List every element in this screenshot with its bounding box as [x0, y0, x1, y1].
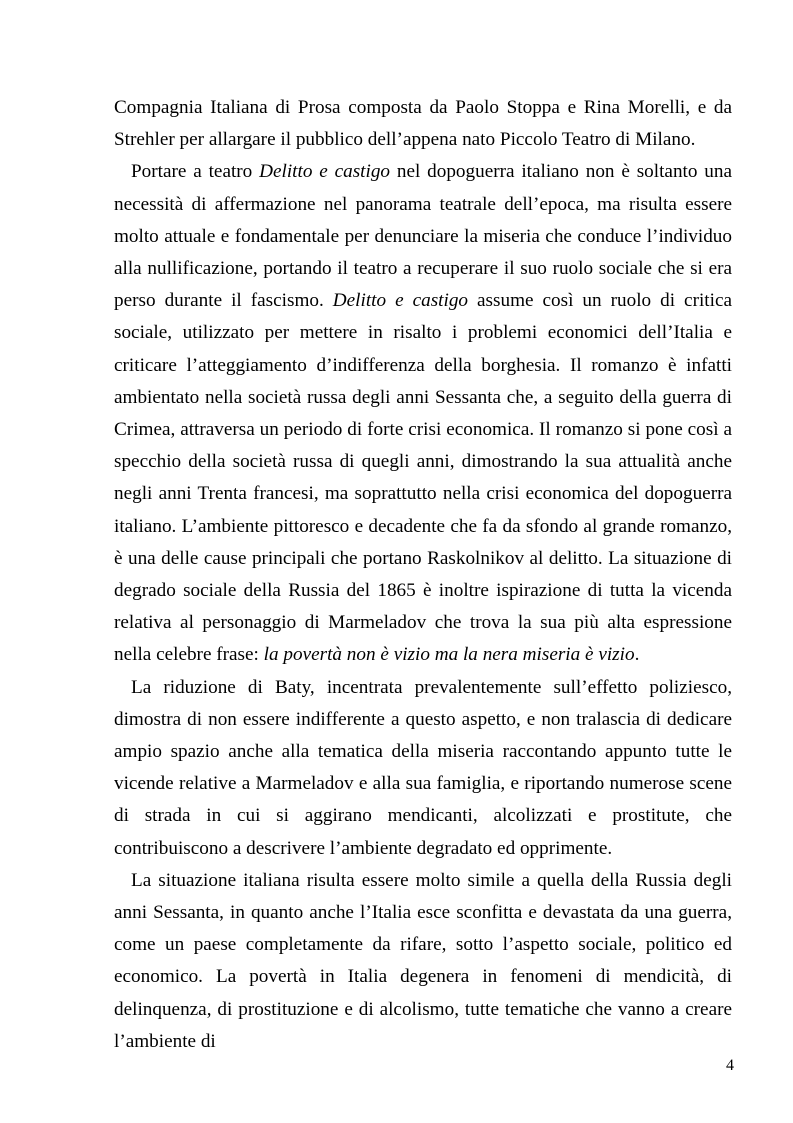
quotation: la povertà non è vizio ma la nera miseria è vizio	[263, 644, 635, 666]
paragraph-text: La riduzione di Baty, incentrata prevalentemente sull’effetto poliziesco, dimostra di non essere indifferente a questo aspetto, e non tralascia di dedicare ampio spazio anche alla tematica della miseria raccontando appunto tutte le vicende relative a Marmeladov e alla sua famiglia, e riportando numerose scene di strada in cui si aggirano mendicanti, alcolizzati e prostitute, che contribuiscono a descrivere l’ambiente degradato ed opprimente.	[114, 676, 732, 859]
paragraph	[114, 156, 732, 671]
paragraph-text: assume così un ruolo di critica sociale, utilizzato per mettere in risalto i problemi economici dell’Italia e criticare l’atteggiamento d’indifferenza della borghesia. Il romanzo è infatti ambientato nella società russa degli anni Sessanta che, a seguito della guerra di Crimea, attraversa un periodo di forte crisi economica. Il romanzo si pone così a specchio della società russa di quegli anni, dimostrando la sua attualità anche negli anni Trenta francesi, ma soprattutto nella crisi economica del dopoguerra italiano. L’ambiente pittoresco e decadente che fa da sfondo al grande romanzo, è una delle cause principali che portano Raskolnikov al delitto. La situazione di degrado sociale della Russia del 1865 è inoltre ispirazione di tutta la vicenda relativa al personaggio di Marmeladov che trova la sua più alta espressione nella celebre frase:	[114, 290, 732, 666]
paragraph	[114, 672, 732, 865]
paragraph	[114, 865, 732, 1058]
paragraph-text: Portare a teatro	[131, 161, 260, 183]
paragraph-text: La situazione italiana risulta essere molto simile a quella della Russia degli anni Sessanta, in quanto anche l’Italia esce sconfitta e devastata da una guerra, come un paese completamente da rifare, sotto l’aspetto sociale, politico ed economico. La povertà in Italia degenera in fenomeni di mendicità, di delinquenza, di prostituzione e di alcolismo, tutte tematiche che vanno a creare l’ambiente di	[114, 869, 732, 1052]
page-number: 4	[726, 1057, 734, 1074]
paragraph-text: Compagnia Italiana di Prosa composta da Paolo Stoppa e Rina Morelli, e da Strehler per allargare il pubblico dell’appena nato Piccolo Teatro di Milano.	[114, 97, 732, 151]
work-title: Delitto e castigo	[332, 290, 469, 312]
work-title: Delitto e castigo	[259, 161, 391, 183]
page-body	[114, 92, 732, 1058]
paragraph-text: nel dopoguerra italiano non è soltanto una necessità di affermazione nel panorama teatrale dell’epoca, ma risulta essere molto attuale e fondamentale per denunciare la miseria che conduce l’individuo alla nullificazione, portando il teatro a recuperare il suo ruolo sociale che si era perso durante il fascismo.	[114, 161, 733, 312]
paragraph	[114, 92, 732, 156]
paragraph-text: .	[634, 644, 640, 666]
